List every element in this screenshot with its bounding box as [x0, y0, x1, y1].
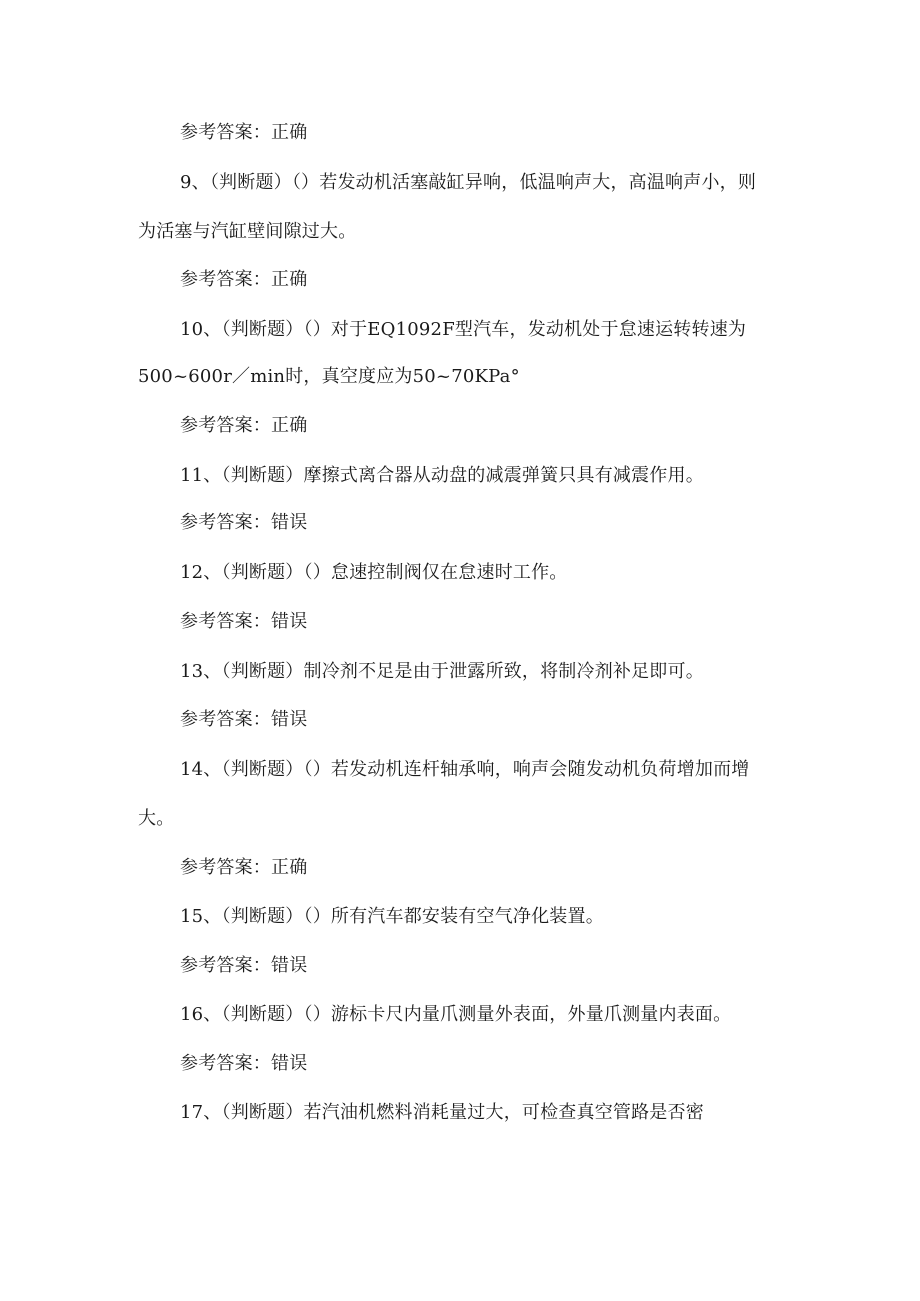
question-10-line-1: 10、（判断题）（）对于EQ1092F型汽车，发动机处于怠速运转转速为 — [180, 319, 747, 340]
question-10-line-2: 500~600r／min时，真空度应为50~70KPa° — [138, 366, 520, 387]
answer-15: 参考答案：错误 — [180, 955, 308, 976]
answer-11: 参考答案：错误 — [180, 512, 308, 533]
question-14-line-2: 大。 — [138, 808, 175, 829]
answer-16: 参考答案：错误 — [180, 1053, 308, 1074]
answer-14: 参考答案：正确 — [180, 857, 308, 878]
answer-13: 参考答案：错误 — [180, 709, 308, 730]
question-12: 12、（判断题）（）怠速控制阀仅在怠速时工作。 — [180, 562, 568, 583]
question-11: 11、（判断题）摩擦式离合器从动盘的减震弹簧只具有减震作用。 — [180, 465, 704, 486]
question-16: 16、（判断题）（）游标卡尺内量爪测量外表面，外量爪测量内表面。 — [180, 1004, 732, 1025]
question-14-line-1: 14、（判断题）（）若发动机连杆轴承响，响声会随发动机负荷增加而增 — [180, 759, 750, 780]
question-13: 13、（判断题）制冷剂不足是由于泄露所致，将制冷剂补足即可。 — [180, 661, 704, 682]
question-9-line-1: 9、（判断题）（）若发动机活塞敲缸异响，低温响声大，高温响声小，则 — [180, 172, 757, 193]
answer-9: 参考答案：正确 — [180, 269, 308, 290]
question-9-line-2: 为活塞与汽缸壁间隙过大。 — [138, 221, 357, 242]
answer-10: 参考答案：正确 — [180, 415, 308, 436]
answer-12: 参考答案：错误 — [180, 611, 308, 632]
question-17-line-1: 17、（判断题）若汽油机燃料消耗量过大，可检查真空管路是否密 — [180, 1102, 704, 1123]
answer-8: 参考答案：正确 — [180, 122, 308, 143]
question-15: 15、（判断题）（）所有汽车都安装有空气净化装置。 — [180, 906, 604, 927]
